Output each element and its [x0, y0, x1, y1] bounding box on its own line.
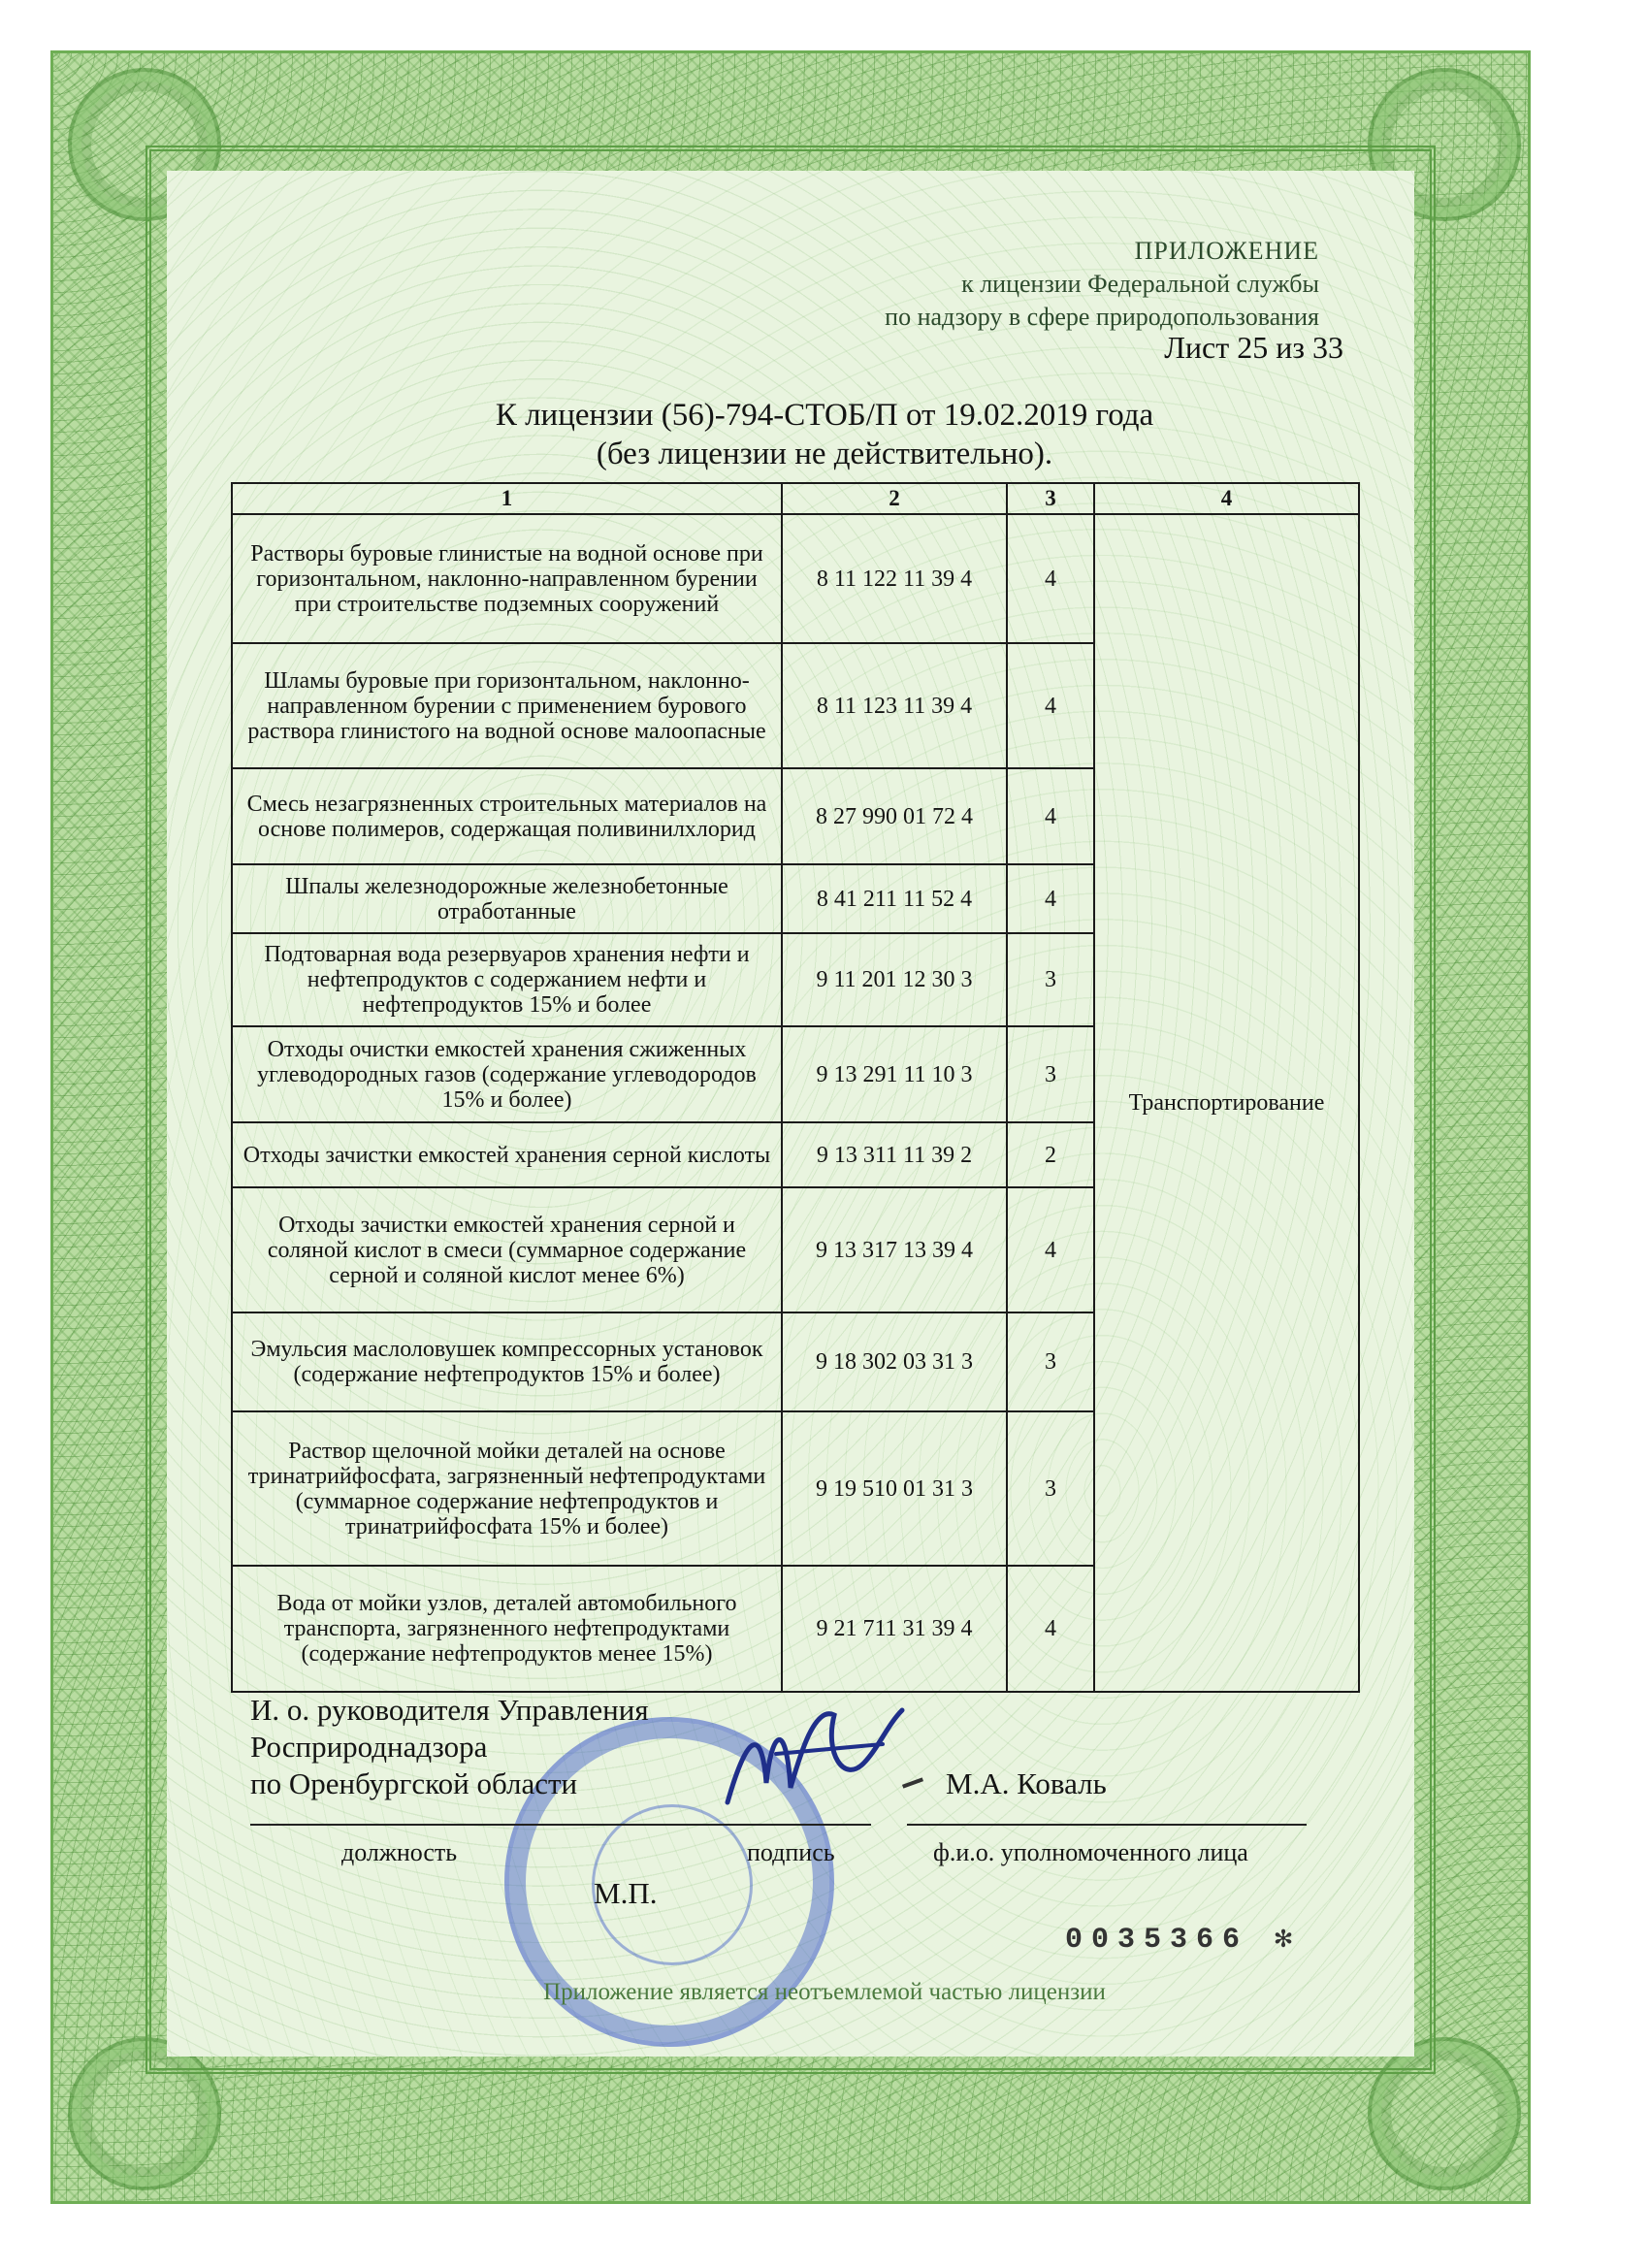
waste-name-cell: Растворы буровые глинистые на водной основе при горизонтальном, наклонно-направленном бурении при строительстве подземных сооружений	[232, 514, 782, 643]
caption-name: ф.и.о. уполномоченного лица	[933, 1838, 1248, 1866]
seal-label: М.П.	[594, 1876, 658, 1910]
table-header-row	[232, 483, 1359, 514]
hazard-class-cell: 3	[1007, 1026, 1094, 1122]
waste-table	[231, 482, 1360, 1693]
fkko-code-cell: 9 13 311 11 39 2	[782, 1122, 1007, 1187]
fkko-code-cell: 9 18 302 03 31 3	[782, 1312, 1007, 1411]
hazard-class-cell: 3	[1007, 933, 1094, 1026]
hazard-class-cell: 2	[1007, 1122, 1094, 1187]
column-header-4: 4	[1094, 483, 1359, 514]
footer-note: Приложение является неотъемлемой частью лицензии	[543, 1979, 1106, 2005]
fkko-code-cell: 8 41 211 11 52 4	[782, 864, 1007, 933]
caption-signature: подпись	[747, 1838, 835, 1866]
fkko-code-cell: 8 11 123 11 39 4	[782, 643, 1007, 768]
caption-position: должность	[341, 1838, 458, 1866]
waste-name-cell: Шпалы железнодорожные железнобетонные отработанные	[232, 864, 782, 933]
waste-name-cell: Раствор щелочной мойки деталей на основе тринатрийфосфата, загрязненный нефтепродуктами (суммарное содержание нефтепродуктов и тринатрийфосфата 15% и более)	[232, 1411, 782, 1566]
signer-position-line3: по Оренбургской области	[250, 1766, 578, 1800]
fkko-code-cell: 9 21 711 31 39 4	[782, 1566, 1007, 1692]
appendix-subtitle-line2: по надзору в сфере природопользования	[885, 303, 1319, 331]
hazard-class-cell: 4	[1007, 768, 1094, 864]
hazard-class-cell: 4	[1007, 1187, 1094, 1312]
fkko-code-cell: 9 13 291 11 10 3	[782, 1026, 1007, 1122]
hazard-class-cell: 4	[1007, 514, 1094, 643]
appendix-title: ПРИЛОЖЕНИЕ	[1134, 237, 1319, 265]
column-header-2: 2	[782, 483, 1007, 514]
sheet-number: Лист 25 из 33	[1164, 330, 1343, 365]
column-header-1: 1	[232, 483, 782, 514]
hazard-class-cell: 4	[1007, 1566, 1094, 1692]
waste-name-cell: Вода от мойки узлов, деталей автомобильного транспорта, загрязненного нефтепродуктами (содержание нефтепродуктов менее 15%)	[232, 1566, 782, 1692]
waste-name-cell: Шламы буровые при горизонтальном, наклонно-направленном бурении с применением бурового раствора глинистого на водной основе малоопасные	[232, 643, 782, 768]
waste-name-cell: Смесь незагрязненных строительных материалов на основе полимеров, содержащая поливинилхлорид	[232, 768, 782, 864]
waste-name-cell: Эмульсия маслоловушек компрессорных установок (содержание нефтепродуктов 15% и более)	[232, 1312, 782, 1411]
signer-position-line1: И. о. руководителя Управления	[250, 1693, 649, 1727]
operation-type-cell: Транспортирование	[1094, 514, 1359, 1692]
waste-name-cell: Отходы зачистки емкостей хранения серной кислоты	[232, 1122, 782, 1187]
signature-underline-right	[907, 1824, 1307, 1826]
waste-name-cell: Отходы очистки емкостей хранения сжиженных углеводородных газов (содержание углеводородов 15% и более)	[232, 1026, 782, 1122]
column-header-3: 3	[1007, 483, 1094, 514]
waste-name-cell: Подтоварная вода резервуаров хранения нефти и нефтепродуктов с содержанием нефти и нефтепродуктов 15% и более	[232, 933, 782, 1026]
fkko-code-cell: 9 19 510 01 31 3	[782, 1411, 1007, 1566]
fkko-code-cell: 8 27 990 01 72 4	[782, 768, 1007, 864]
handwritten-signature	[718, 1696, 912, 1822]
fkko-code-cell: 9 11 201 12 30 3	[782, 933, 1007, 1026]
appendix-subtitle-line1: к лицензии Федеральной службы	[961, 270, 1319, 298]
fkko-code-cell: 9 13 317 13 39 4	[782, 1187, 1007, 1312]
hazard-class-cell: 3	[1007, 1411, 1094, 1566]
signature-underline-left	[250, 1824, 871, 1826]
table-row	[232, 514, 1359, 643]
license-title: К лицензии (56)-794-СТОБ/П от 19.02.2019 года	[495, 398, 1154, 433]
hazard-class-cell: 3	[1007, 1312, 1094, 1411]
hazard-class-cell: 4	[1007, 643, 1094, 768]
signer-position-line2: Росприроднадзора	[250, 1730, 488, 1764]
signer-name: М.А. Коваль	[946, 1766, 1107, 1800]
waste-name-cell: Отходы зачистки емкостей хранения серной и соляной кислот в смеси (суммарное содержание серной и соляной кислот менее 6%)	[232, 1187, 782, 1312]
license-validity-note: (без лицензии не действительно).	[596, 437, 1053, 471]
fkko-code-cell: 8 11 122 11 39 4	[782, 514, 1007, 643]
serial-number: 0035366 ✻	[1065, 1924, 1302, 1957]
hazard-class-cell: 4	[1007, 864, 1094, 933]
